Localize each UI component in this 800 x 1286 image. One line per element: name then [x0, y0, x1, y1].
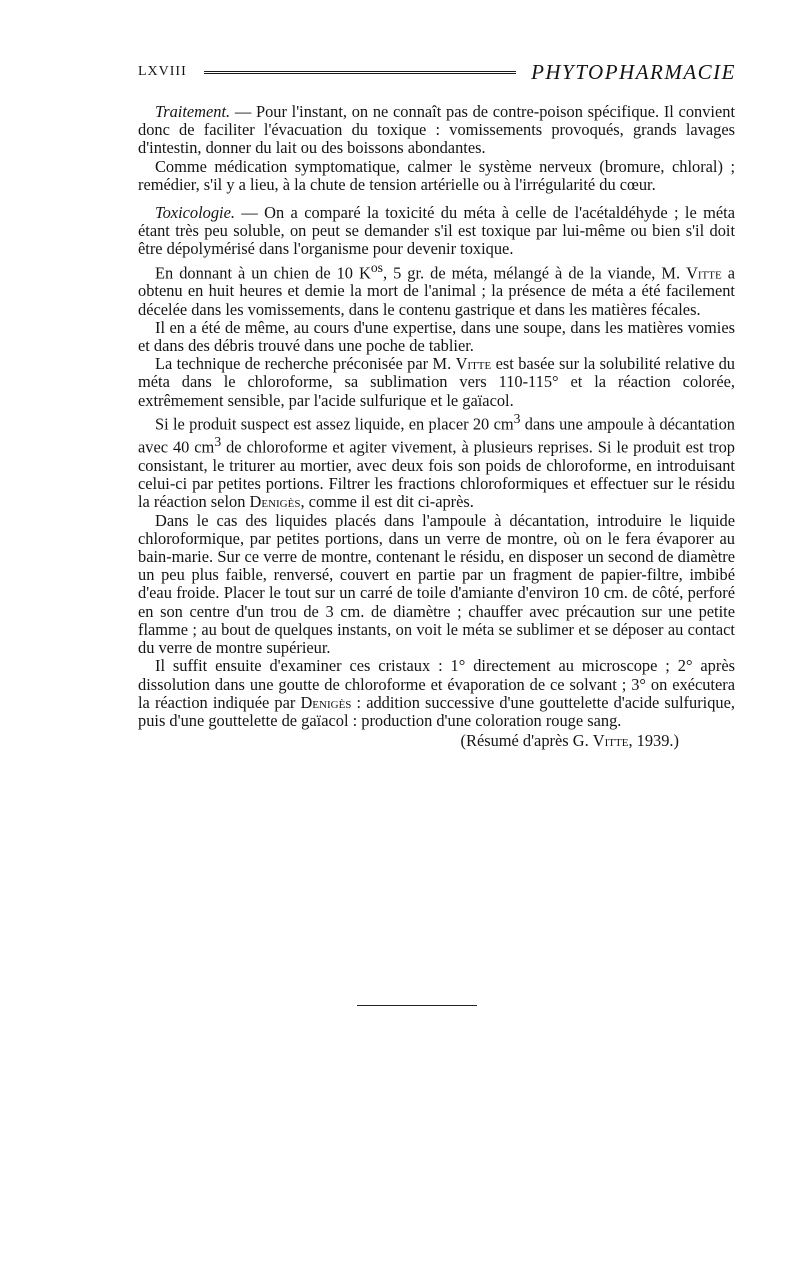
page-header [138, 60, 736, 86]
superscript: os [370, 259, 383, 275]
paragraph-text: — Pour l'instant, on ne connaît pas de contre-poison spécifique. Il convient donc de faciliter l'évacuation du toxique : vomissements provoqués, grands lavages d'intestin, donner du lait ou des boissons abondantes. [138, 102, 735, 158]
paragraph-text: de chloroforme et agiter vivement, à plusieurs reprises. Si le produit est trop consistant, le triturer au mortier, avec deux fois son poids de chloroforme, en introduisant celui-ci par petites portions. Filtrer les fractions chloroformiques et effectuer sur le résidu la réaction selon [138, 437, 735, 512]
author-name: Vitte [455, 354, 492, 374]
paragraph-produit-suspect [138, 410, 735, 512]
paragraph-medication [138, 158, 735, 194]
paragraph-toxicologie [138, 204, 735, 259]
paragraph-text: Si le produit suspect est assez liquide, en placer 20 cm [155, 414, 514, 434]
paragraph-text: est basée sur la solubilité relative du méta dans le chloroforme, sa sublimation vers 110-115° et la réaction colorée, extrêmement sensible, par l'acide sulfurique et le gaïacol. [138, 354, 735, 410]
header-double-rule [204, 71, 516, 74]
page-body [138, 103, 735, 750]
paragraph-technique [138, 355, 735, 410]
author-name: Denigès [249, 492, 301, 512]
paragraph-text: Dans le cas des liquides placés dans l'ampoule à décantation, introduire le liquide chloroformique, par petites portions, dans un verre de montre, où on le fera évaporer au bain-marie. Sur ce verre de montre, contenant le résidu, en disposer un second de diamètre un peu plus faible, renversé, couvert en partie par un fragment de papier-filtre, imbibé d'eau froide. Placer le tout sur un carré de toile d'amiante d'environ 10 cm. de côté, perforé en son centre d'un trou de 3 cm. de diamètre ; chauffer avec précaution sur une petite flamme ; au bout de quelques instants, on voit le méta se sublimer et se déposer au contact du verre de montre supérieur. [138, 510, 735, 658]
superscript: 3 [214, 434, 222, 450]
paragraph-traitement [138, 103, 735, 158]
author-name: Denigès [300, 692, 352, 712]
paragraph-text: , 5 gr. de méta, mélangé à de la viande, M. [383, 263, 687, 283]
citation-text: (Résumé d'après G. [460, 731, 593, 751]
superscript: 3 [513, 410, 521, 426]
paragraph-liquides [138, 512, 735, 658]
paragraph-text: , comme il est dit ci-après. [300, 492, 474, 512]
running-title: PHYTOPHARMACIE [531, 60, 736, 84]
author-name: Vitte [592, 731, 629, 751]
paragraph-text: : addition successive d'une gouttelette d'acide sulfurique, puis d'une gouttelette de gaïacol : production d'une coloration rouge sang. [138, 692, 735, 730]
paragraph-text: En donnant à un chien de 10 K [155, 263, 371, 283]
end-rule [357, 1005, 477, 1006]
paragraph-text: Il suffit ensuite d'examiner ces cristaux : 1° directement au microscope ; 2° après dissolution dans une goutte de chloroforme et évaporation de ce solvant ; 3° on exécutera la réaction indiquée par [138, 656, 735, 712]
paragraph-text: La technique de recherche préconisée par M. [155, 354, 456, 374]
paragraph-text: a obtenu en huit heures et demie la mort de l'animal ; la présence de méta a été facilement décelée dans les vomissements, dans le contenu gastrique et dans les matières fécales. [138, 263, 736, 319]
section-lead-toxicologie: Toxicologie. [155, 203, 235, 223]
page-number: LXVIII [138, 64, 187, 79]
paragraph-chien [138, 259, 735, 319]
citation-text: , 1939.) [628, 731, 679, 751]
paragraph-text: Il en a été de même, au cours d'une expertise, dans une soupe, dans les matières vomies et dans des débris trouvé dans une poche de tablier. [138, 317, 735, 355]
paragraph-text: Comme médication symptomatique, calmer le système nerveux (bromure, chloral) ; remédier, s'il y a lieu, à la chute de tension artérielle ou à l'irrégularité du cœur. [138, 156, 735, 194]
paragraph-text: dans une ampoule à décantation avec 40 cm [138, 414, 735, 457]
paragraph-cristaux [138, 657, 735, 730]
source-citation [138, 732, 735, 750]
author-name: Vitte [686, 263, 722, 283]
paragraph-expertise [138, 319, 735, 355]
paragraph-text: — On a comparé la toxicité du méta à celle de l'acétaldéhyde ; le méta étant très peu soluble, on peut se demander s'il est toxique par lui-même ou bien s'il doit être dépolymérisé dans l'organisme pour devenir toxique. [138, 203, 735, 259]
section-lead-traitement: Traitement. [155, 102, 231, 121]
